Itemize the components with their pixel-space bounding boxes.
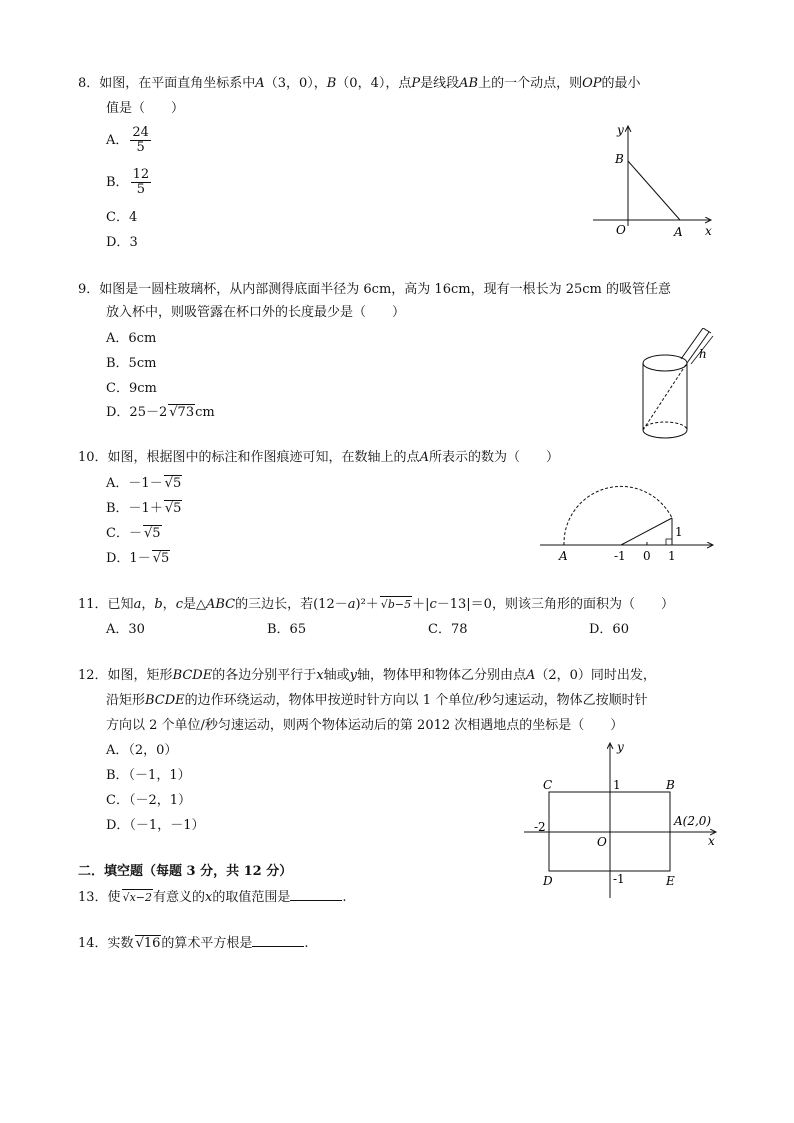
q10-compass-arc <box>564 486 672 545</box>
q12-stem-line1 <box>78 666 656 686</box>
q12-text-mid3: 轴，物体甲和物体乙分别由点 <box>356 668 526 683</box>
q12-option-b[interactable] <box>106 766 191 786</box>
q9-stem-line1 <box>78 280 671 300</box>
section-title-text: 二．填空题（每题 3 分，共 12 分） <box>78 864 293 879</box>
q13-text-mid: 有意义的 <box>153 890 206 905</box>
q10-option-c[interactable] <box>106 524 162 544</box>
q8-option-d-value: 3 <box>129 235 138 250</box>
q8-number: 8． <box>78 76 100 91</box>
q11-text-pre: 已知 <box>107 597 134 612</box>
q11-text-mid2: 的三边长，若(12－ <box>235 597 348 612</box>
q9-cylinder-figure <box>635 328 725 443</box>
q12-text-mid: 的各边分别平行于 <box>212 668 317 683</box>
q13-number: 13． <box>78 890 108 905</box>
q8-option-a-fraction <box>130 126 151 155</box>
q13-text-pre: 使 <box>107 890 121 905</box>
q13-var-x: x <box>205 890 213 905</box>
q14-text-end: 的算术平方根是 <box>161 936 253 951</box>
q12-text-pre: 如图，矩形 <box>107 668 173 683</box>
radicand: 73 <box>177 405 195 420</box>
q8-option-b-label: B． <box>106 175 129 190</box>
q12-option-d-text: D．（－1，－1） <box>106 818 205 833</box>
q8-fig-label-y: y <box>617 123 624 137</box>
q10-number: 10． <box>78 450 108 465</box>
q10-fig-label-1: 1 <box>668 549 676 563</box>
q14-radical: √16 <box>135 936 161 951</box>
q10-option-d-radical: √5 <box>152 551 170 566</box>
q12-point-a: A <box>525 668 536 683</box>
q10-option-a[interactable] <box>106 474 182 494</box>
q12-option-a-text: A．（2，0） <box>106 743 178 758</box>
q12-fig-label-y: y <box>617 740 624 754</box>
q8-fig-label-b: B <box>615 152 624 166</box>
q9-fig-label-h: h <box>699 347 707 361</box>
q14-stem <box>78 933 309 954</box>
q10-fig-label-a: A <box>559 549 568 563</box>
radicand: 5 <box>173 501 182 516</box>
q9-option-b[interactable] <box>106 354 156 374</box>
q10-point-a: A <box>419 450 429 465</box>
q8-option-c-label: C． <box>106 210 129 225</box>
q8-option-d[interactable] <box>106 233 138 253</box>
q11-sep2: ， <box>162 597 176 612</box>
q11-var-b: b <box>154 597 163 612</box>
q11-option-a[interactable] <box>106 620 145 640</box>
q10-option-c-radical: √5 <box>143 526 161 541</box>
q10-option-b-prefix: B．－1＋ <box>106 501 163 516</box>
q12-stem-line2 <box>106 691 648 711</box>
q13-period: . <box>342 890 347 905</box>
q8-text: 如图，在平面直角坐标系中 <box>99 76 256 91</box>
q10-option-c-prefix: C．－ <box>106 526 142 541</box>
q12-line3: 方向以 2 个单位/秒匀速运动，则两个物体运动后的第 2012 次相遇地点的坐标是（ ） <box>106 718 624 733</box>
q8-point-b: B <box>326 76 337 91</box>
q13-text-end: 的取值范围是 <box>212 890 291 905</box>
radicand: 5 <box>152 526 161 541</box>
q12-fig-label-d: D <box>543 874 553 888</box>
q11-sep1: ， <box>141 597 155 612</box>
q8-point-a: A <box>255 76 265 91</box>
q11-radical: √b−5 <box>380 598 412 611</box>
q8-option-d-label: D． <box>106 235 130 250</box>
q11-option-c[interactable] <box>428 620 468 640</box>
q12-option-d[interactable] <box>106 816 204 836</box>
radicand: 5 <box>161 551 170 566</box>
q12-fig-label-neg2: -2 <box>534 820 546 834</box>
q9-stem-line2 <box>106 303 405 323</box>
q14-period: . <box>304 936 309 951</box>
q8-coordinate-figure <box>585 118 720 243</box>
q8-text-mid: 是线段 <box>420 76 460 91</box>
q12-fig-label-b: B <box>666 778 675 792</box>
q10-fig-label-1-vertical: 1 <box>675 525 683 539</box>
q9-option-c-text: C．9cm <box>106 381 157 396</box>
q9-option-d-suffix: cm <box>195 405 215 420</box>
q8-option-b-fraction <box>131 168 152 197</box>
q12-option-c[interactable] <box>106 791 191 811</box>
q8-point-p: P <box>411 76 421 91</box>
q10-option-b[interactable] <box>106 499 182 519</box>
q10-option-a-radical: √5 <box>164 476 182 491</box>
q8-segment-ab-line <box>628 161 680 220</box>
q12-fig-label-o: O <box>597 835 607 849</box>
q8-stem-line2 <box>106 99 184 119</box>
q11-text-end: －13|＝0，则该三角形的面积为（ ） <box>436 597 674 612</box>
q11-var-c: c <box>175 597 183 612</box>
q14-text-pre: 实数 <box>107 936 134 951</box>
denominator: 5 <box>136 140 145 155</box>
q13-stem <box>78 887 347 908</box>
q8-text-mid2: 上的一个动点，则 <box>478 76 583 91</box>
q10-option-b-radical: √5 <box>164 501 182 516</box>
q8-option-a[interactable] <box>106 126 151 155</box>
radicand: x−2 <box>129 891 152 904</box>
q9-text-line2: 放入杯中，则吸管露在杯口外的长度最少是（ ） <box>106 305 406 320</box>
section-title-fill-blank <box>78 862 292 882</box>
q9-number: 9． <box>78 282 100 297</box>
q10-option-d-prefix: D．1－ <box>106 551 151 566</box>
q10-option-d[interactable] <box>106 549 170 569</box>
q14-number: 14． <box>78 936 108 951</box>
q12-stem-line3 <box>106 716 623 736</box>
q12-text-mid2: 轴或 <box>323 668 350 683</box>
q12-option-c-text: C．（－2，1） <box>106 793 191 808</box>
q11-abs-open: ＋| <box>412 597 430 612</box>
q11-stem <box>78 595 674 615</box>
q12-fig-label-neg1: -1 <box>613 872 625 886</box>
q11-var-a2: a <box>347 597 356 612</box>
radicand: 16 <box>143 936 161 951</box>
radicand: b−5 <box>387 598 412 611</box>
q8-option-c[interactable] <box>106 208 137 228</box>
q12-number: 12． <box>78 668 108 683</box>
q12-text-end: （2，0）同时出发， <box>535 668 656 683</box>
numerator: 24 <box>132 125 149 140</box>
q12-line2-pre: 沿矩形 <box>106 693 146 708</box>
q11-option-d[interactable] <box>589 620 629 640</box>
q13-radical: √x−2 <box>122 891 152 904</box>
q12-fig-label-x: x <box>708 834 715 848</box>
q10-number-line-figure <box>538 470 718 565</box>
q10-text: 如图，根据图中的标注和作图痕迹可知，在数轴上的点 <box>107 450 420 465</box>
q9-option-c[interactable] <box>106 379 157 399</box>
q11-option-d-text: D．60 <box>589 622 629 637</box>
q11-square: )²＋ <box>355 597 379 612</box>
q11-option-c-text: C．78 <box>428 622 468 637</box>
q10-option-a-prefix: A．－1－ <box>106 476 163 491</box>
q14-answer-blank[interactable] <box>252 933 304 947</box>
q12-fig-label-a: A(2,0) <box>674 814 712 828</box>
q8-text-end: 的最小 <box>601 76 641 91</box>
q12-fig-label-c: C <box>543 778 553 792</box>
q8-text-line2: 值是（ ） <box>106 101 185 116</box>
q12-var-x: x <box>316 668 324 683</box>
radicand: 5 <box>172 476 182 491</box>
q8-option-c-value: 4 <box>128 210 138 225</box>
q9-option-d[interactable] <box>106 403 215 423</box>
q8-segment-ab: AB <box>459 76 479 91</box>
q11-option-a-text: A．30 <box>106 622 145 637</box>
q8-option-a-label: A． <box>106 133 129 148</box>
q12-fig-label-e: E <box>666 874 675 888</box>
q11-text-mid: 是△ <box>182 597 206 612</box>
q12-rectangle-figure <box>520 738 720 903</box>
q9-option-a[interactable] <box>106 329 156 349</box>
q8-coord-b: （0，4），点 <box>336 76 412 91</box>
q13-answer-blank[interactable] <box>290 887 342 901</box>
q11-var-c2: c <box>429 597 437 612</box>
q10-stem <box>78 448 559 468</box>
q9-option-d-prefix: D．25－2 <box>106 405 168 420</box>
q11-var-a: a <box>133 597 142 612</box>
q12-rect-bcde: BCDE <box>172 668 213 683</box>
numerator: 12 <box>132 167 150 182</box>
q12-option-a[interactable] <box>106 741 177 761</box>
q12-line2-end: 的边作环绕运动，物体甲按逆时针方向以 1 个单位/秒匀速运动，物体乙按顺时针 <box>184 693 648 708</box>
q8-fig-label-x: x <box>705 224 712 238</box>
q8-op: OP <box>582 76 602 91</box>
q9-option-d-radical: √73 <box>169 405 195 420</box>
q11-triangle-abc: ABC <box>205 597 236 612</box>
q9-text-line1: 如图是一圆柱玻璃杯，从内部测得底面半径为 6cm，高为 16cm，现有一根长为 25cm 的吸管任意 <box>99 282 671 297</box>
q12-fig-label-1: 1 <box>613 778 621 792</box>
q11-number: 11． <box>78 597 108 612</box>
q8-coord-a: （3，0）， <box>264 76 327 91</box>
q8-option-b[interactable] <box>106 168 151 197</box>
q10-fig-label-neg1: -1 <box>614 549 626 563</box>
q8-stem-line1 <box>78 74 641 94</box>
q12-var-y: y <box>349 668 357 683</box>
q8-fig-label-o: O <box>616 223 626 237</box>
q12-rect-bcde2: BCDE <box>145 693 185 708</box>
q9-option-b-text: B．5cm <box>106 356 157 371</box>
q10-text-end: 所表示的数为（ ） <box>428 450 559 465</box>
q10-fig-label-0: 0 <box>643 549 651 563</box>
q12-option-b-text: B．（－1，1） <box>106 768 191 783</box>
denominator: 5 <box>136 182 145 197</box>
q9-option-a-text: A．6cm <box>106 331 157 346</box>
q11-option-b[interactable] <box>267 620 306 640</box>
q8-fig-label-a: A <box>674 225 683 239</box>
q11-option-b-text: B．65 <box>267 622 307 637</box>
